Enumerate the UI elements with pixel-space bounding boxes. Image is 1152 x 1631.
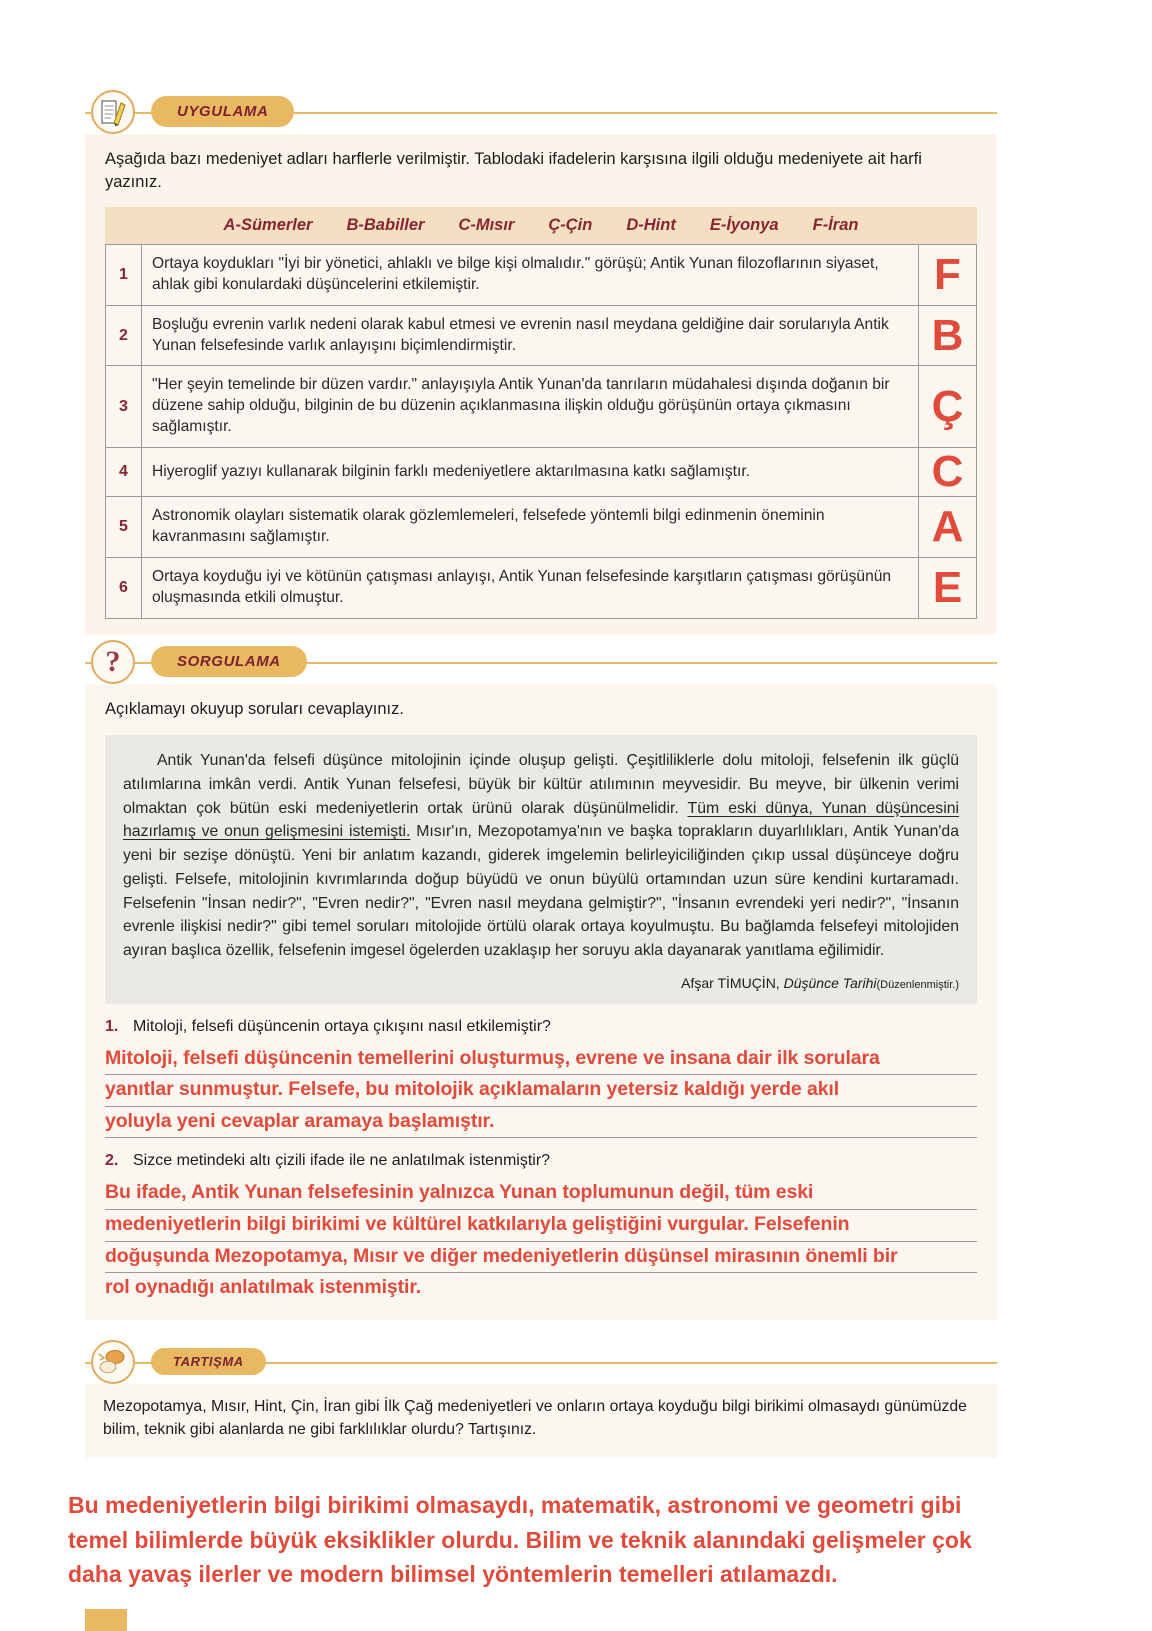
question-mark-icon <box>91 640 135 684</box>
page-bottom-tab <box>85 1609 127 1631</box>
question-number: 2. <box>105 1152 119 1170</box>
uygulama-body <box>85 134 997 635</box>
sorgulama-body <box>85 684 997 1320</box>
question-number: 1. <box>105 1017 119 1035</box>
section-uygulama <box>85 90 997 635</box>
passage-paragraph <box>123 749 959 962</box>
row-number: 1 <box>106 244 142 305</box>
row-number: 5 <box>106 497 142 558</box>
question-1 <box>105 1018 977 1036</box>
answer-2[interactable] <box>105 1178 977 1304</box>
legend-item-c-cedilla: Ç-Çin <box>548 215 593 234</box>
answer-line: Mitoloji, felsefi düşüncenin temellerini oluşturmuş, evrene ve insana dair ilk sorulara <box>105 1044 977 1076</box>
source-book-title: Düşünce Tarihi <box>783 974 877 991</box>
civilization-legend <box>105 207 977 244</box>
tartisma-header <box>85 1340 997 1384</box>
legend-item-f: F-İran <box>812 215 859 234</box>
legend-item-b: B-Babiller <box>346 215 425 234</box>
row-answer-letter[interactable]: E <box>919 557 977 618</box>
sorgulama-header <box>85 640 997 684</box>
legend-item-d: D-Hint <box>626 215 676 234</box>
answer-line: doğuşunda Mezopotamya, Mısır ve diğer medeniyetlerin düşünsel mirasının önemli bir <box>105 1242 977 1274</box>
uygulama-header <box>85 90 997 134</box>
legend-item-c: C-Mısır <box>458 215 515 234</box>
table-row <box>106 366 977 448</box>
answer-line: yanıtlar sunmuştur. Felsefe, bu mitolojik açıklamaların yetersiz kaldığı yerde akıl <box>105 1075 977 1107</box>
row-answer-letter[interactable]: Ç <box>919 366 977 448</box>
answer-line: medeniyetlerin bilgi birikimi ve kültürel katkılarıyla geliştiğini vurgular. Felsefenin <box>105 1210 977 1242</box>
notebook-pencil-icon <box>91 90 135 134</box>
row-answer-letter[interactable]: C <box>919 448 977 497</box>
source-author: Afşar TİMUÇİN, <box>681 974 780 991</box>
sorgulama-instruction: Açıklamayı okuyup soruları cevaplayınız. <box>105 700 404 718</box>
row-statement: Ortaya koyduğu iyi ve kötünün çatışması anlayışı, Antik Yunan felsefesinde karşıtların çatışması görüşünün oluşmasında etkili olmuştur. <box>142 557 919 618</box>
tartisma-body <box>85 1384 997 1458</box>
section-tartisma <box>85 1340 997 1458</box>
row-answer-letter[interactable]: F <box>919 244 977 305</box>
table-row <box>106 244 977 305</box>
reading-passage <box>105 735 977 1003</box>
table-row <box>106 448 977 497</box>
speech-bubbles-glyph <box>98 1348 128 1376</box>
passage-text-part2: Mısır'ın, Mezopotamya'nın ve başka toprakların duyarlılıkları, Antik Yunan'da yeni bir sezişe dönüştü. Yeni bir anlatım kazandı, giderek imgelemin belirleyiciliğinden çıkıp ussal düşünceye doğru gelişti. Felsefe, mitolojinin kıvrımlarında doğup büyüdü ve onun büyülü ortamından uzun süre kendini kurtaramadı. Felsefenin "İnsan nedir?", "Evren nedir?", "Evren nasıl meydana gelmiştir?", "İnsanın evrendeki yeri nedir?", "İnsanın evrenle ilişkisi nedir?" gibi temel soruları mitolojide örtülü olarak ortaya koyulmuştu. Bu bağlamda felsefeyi mitolojiden ayıran başlıca özellik, felsefenin imgesel ögelerden uzaklaşıp her soruyu akla dayanarak yanıtlama eğilimidir. <box>123 823 959 959</box>
row-statement: Boşluğu evrenin varlık nedeni olarak kabul etmesi ve evrenin nasıl meydana geldiğine dair sorularıyla Antik Yunan felsefesinde varlık anlayışını biçimlendirmiştir. <box>142 305 919 366</box>
row-statement: Ortaya koydukları "İyi bir yönetici, ahlaklı ve bilge kişi olmalıdır." görüşü; Antik Yunan filozoflarının siyaset, ahlak gibi konulardaki düşüncelerini etkilemiştir. <box>142 244 919 305</box>
row-statement: "Her şeyin temelinde bir düzen vardır." anlayışıyla Antik Yunan'da tanrıların müdahalesi dışında doğanın bir düzene sahip olduğu, bilginin de bu düzenin açıklanmasına ilişkin olduğu görüşünün ortaya çıkmasını sağlamıştır. <box>142 366 919 448</box>
tartisma-pill-label: TARTIŞMA <box>151 1348 266 1375</box>
table-row <box>106 305 977 366</box>
table-row <box>106 497 977 558</box>
question-text: Mitoloji, felsefi düşüncenin ortaya çıkışını nasıl etkilemiştir? <box>133 1017 551 1035</box>
question-mark-glyph: ? <box>105 645 121 678</box>
notebook-pencil-glyph <box>99 97 127 127</box>
row-answer-letter[interactable]: B <box>919 305 977 366</box>
answer-line: rol oynadığı anlatılmak istenmiştir. <box>105 1276 422 1299</box>
row-number: 2 <box>106 305 142 366</box>
row-statement: Astronomik olayları sistematik olarak gözlemlemeleri, felsefede yöntemli bilgi edinmenin öneminin kavranmasını sağlamıştır. <box>142 497 919 558</box>
legend-item-a: A-Sümerler <box>223 215 313 234</box>
passage-underlined-sentence: Tüm eski dünya, Yunan düşüncesini hazırlamış ve onun gelişmesini istemişti. <box>123 799 959 841</box>
source-note: (Düzenlenmiştir.) <box>876 978 959 991</box>
passage-source <box>123 973 959 994</box>
tartisma-text: Mezopotamya, Mısır, Hint, Çin, İran gibi İlk Çağ medeniyetleri ve onların ortaya koyduğu bilgi birikimi olmasaydı günümüzde bilim, teknik gibi alanlarda ne gibi farklılıklar olurdu? Tartışınız. <box>103 1398 967 1438</box>
table-row <box>106 557 977 618</box>
question-2 <box>105 1152 977 1170</box>
speech-bubbles-icon <box>91 1340 135 1384</box>
section-sorgulama <box>85 640 997 1320</box>
legend-item-e: E-İyonya <box>709 215 779 234</box>
answer-line: temel bilimlerde büyük eksiklikler olurdu. Bilim ve teknik alanındaki gelişmeler çok <box>68 1526 972 1553</box>
uygulama-pill-label: UYGULAMA <box>151 96 294 127</box>
sorgulama-pill-label: SORGULAMA <box>151 646 307 677</box>
answer-line: Bu ifade, Antik Yunan felsefesinin yalnızca Yunan toplumunun değil, tüm eski <box>105 1178 977 1210</box>
row-answer-letter[interactable]: A <box>919 497 977 558</box>
row-number: 6 <box>106 557 142 618</box>
uygulama-instruction: Aşağıda bazı medeniyet adları harflerle verilmiştir. Tablodaki ifadelerin karşısına ilgili olduğu medeniyete ait harfi yazınız. <box>105 150 922 192</box>
row-number: 4 <box>106 448 142 497</box>
matching-table <box>105 244 977 619</box>
answer-line: daha yavaş ilerler ve modern bilimsel yöntemlerin temelleri atılamazdı. <box>68 1561 838 1587</box>
row-statement: Hiyeroglif yazıyı kullanarak bilginin farklı medeniyetlere aktarılmasına katkı sağlamıştır. <box>142 448 919 497</box>
answer-1[interactable] <box>105 1044 977 1139</box>
question-text: Sizce metindeki altı çizili ifade ile ne anlatılmak istenmiştir? <box>133 1152 551 1170</box>
answer-tartisma[interactable] <box>68 1488 1078 1592</box>
passage-text-part1: Antik Yunan'da felsefi düşünce mitolojinin içinde oluşup gelişti. Çeşitliliklerle dolu mitoloji, felsefenin ilk güçlü atılımlarına imkân verdi. Antik Yunan felsefesi, büyük bir kültür atılımının meyvesidir. Bu meyve, bir ülkenin verimi olmaktan çok bütün eski medeniyetlerin ortak ürünü olarak düşünülmelidir. <box>123 752 959 817</box>
row-number: 3 <box>106 366 142 448</box>
answer-line: yoluyla yeni cevaplar aramaya başlamıştır. <box>105 1107 977 1139</box>
answer-line: Bu medeniyetlerin bilgi birikimi olmasaydı, matematik, astronomi ve geometri gibi <box>68 1492 962 1518</box>
